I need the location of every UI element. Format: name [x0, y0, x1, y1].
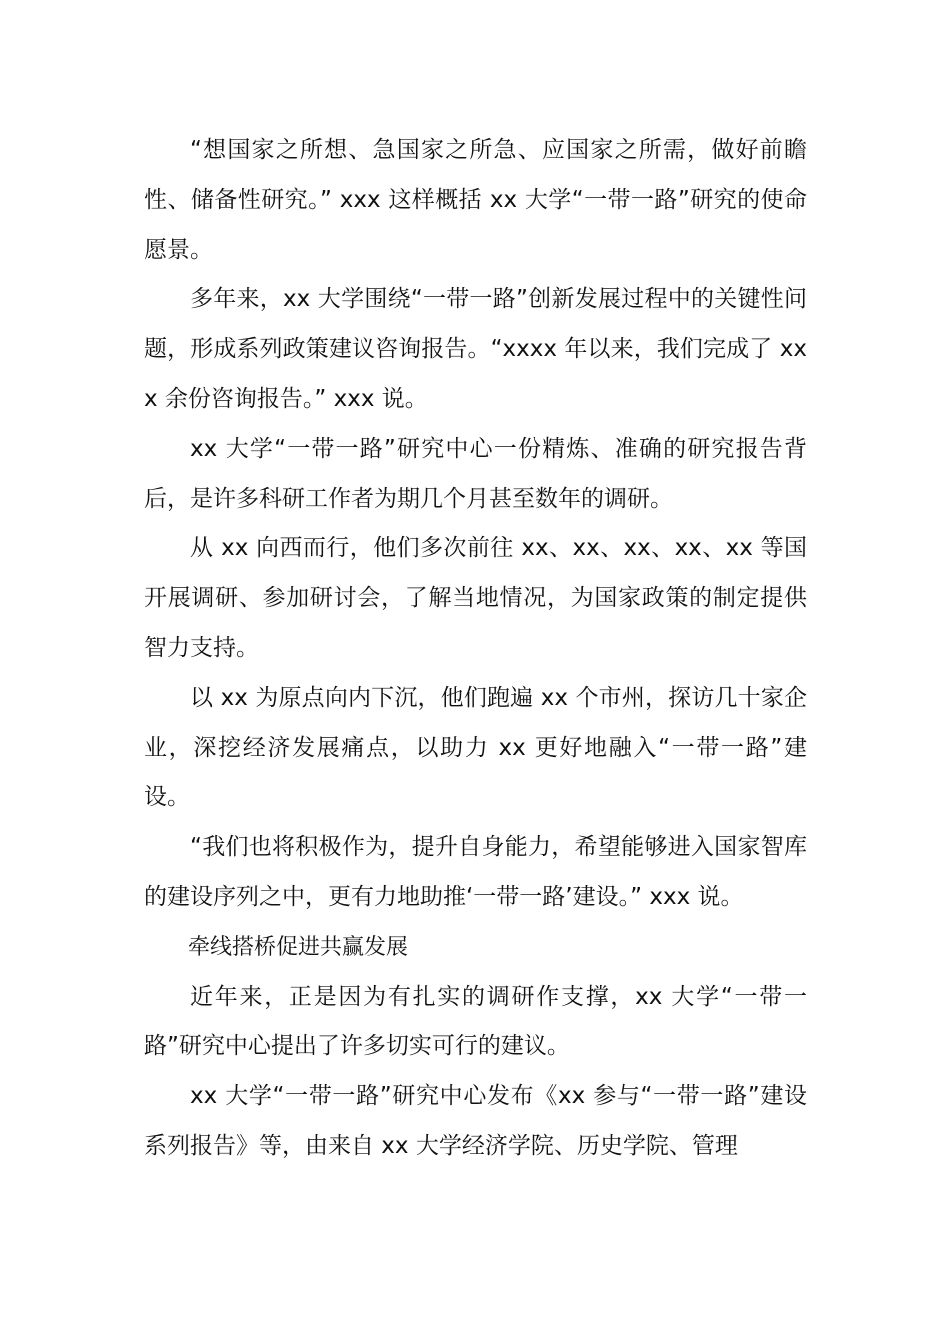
paragraph: xx 大学“一带一路”研究中心一份精炼、准确的研究报告背后，是许多科研工作者为期几个月甚至数年的调研。 [144, 435, 807, 512]
paragraph: “想国家之所想、急国家之所急、应国家之所需，做好前瞻性、储备性研究。” xxx 这样概括 xx 大学“一带一路”研究的使命愿景。 [144, 137, 807, 263]
paragraph: 从 xx 向西而行，他们多次前往 xx、xx、xx、xx、xx 等国开展调研、参加研讨会，了解当地情况，为国家政策的制定提供智力支持。 [144, 535, 807, 661]
paragraph: xx 大学“一带一路”研究中心发布《xx 参与“一带一路”建设系列报告》等，由来自 xx 大学经济学院、历史学院、管理 [144, 1083, 807, 1159]
paragraph: “我们也将积极作为，提升自身能力，希望能够进入国家智库的建设序列之中，更有力地助推‘一带一路’建设。” xxx 说。 [144, 834, 807, 910]
paragraph: 以 xx 为原点向内下沉，他们跑遍 xx 个市州，探访几十家企业，深挖经济发展痛点，以助力 xx 更好地融入“一带一路”建设。 [144, 684, 807, 811]
paragraph: 近年来，正是因为有扎实的调研作支撑，xx 大学“一带一路”研究中心提出了许多切实可行的建议。 [144, 983, 807, 1060]
document-body [144, 126, 807, 1172]
paragraph: 多年来，xx 大学围绕“一带一路”创新发展过程中的关键性问题，形成系列政策建议咨询报告。“xxxx 年以来，我们完成了 xxx 余份咨询报告。” xxx 说。 [144, 286, 807, 412]
section-heading: 牵线搭桥促进共赢发展 [188, 934, 409, 960]
